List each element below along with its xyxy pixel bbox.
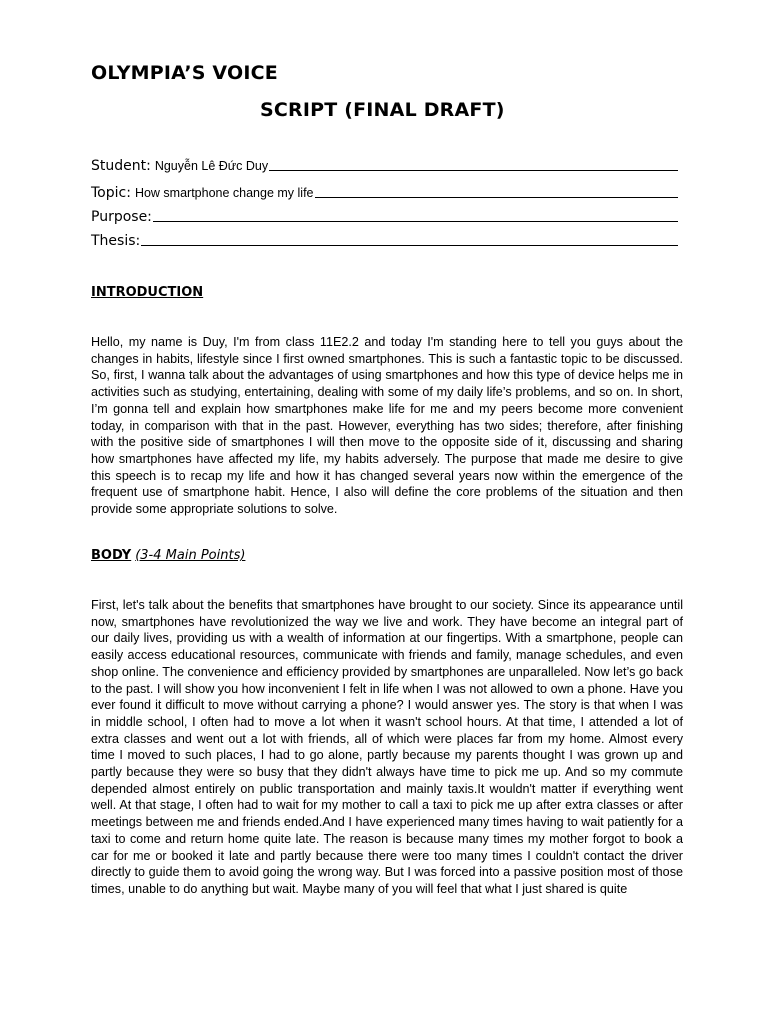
topic-label: Topic: — [91, 185, 131, 201]
thesis-label: Thesis: — [91, 233, 141, 249]
introduction-heading: INTRODUCTION — [91, 285, 204, 300]
body-heading-note: (3-4 Main Points) — [135, 548, 246, 563]
thesis-field — [91, 233, 678, 249]
topic-value: How smartphone change my life — [134, 186, 314, 200]
student-label: Student: — [91, 158, 151, 174]
student-field — [91, 158, 678, 174]
purpose-label: Purpose: — [91, 209, 152, 225]
body-paragraph: First, let's talk about the benefits that smartphones have brought to our society. Since its appearance until now, smartphones have revolutionized the way we live and work. They have become an integral part of our daily lives, providing us with a wealth of information at our fingertips. With a smartphone, people can easily access educational resources, communicate with friends and family, manage schedules, and even shop online. The convenience and efficiency provided by smartphones are unparalleled. Now let’s go back to the past. I will show you how inconvenient I felt in life when I was not allowed to own a phone. Have you ever found it difficult to move without carrying a phone? I would answer yes. The story is that when I was in middle school, I often had to move a lot when it wasn't school hours. At that time, I attended a lot of extra classes and went out a lot with friends, all of which were places far from my home. Almost every time I moved to such places, I had to go alone, partly because my parents thought I was grown up and partly because they were so busy that they didn't always have time to pick me up. And so my commute depended almost entirely on public transportation and mainly taxis.It wouldn't matter if everything went well. At that stage, I often had to wait for my mother to call a taxi to pick me up after extra classes or after meetings between me and friends ended.And I have experienced many times having to wait patiently for a taxi to come and return home quite late. The reason is because many times my mother forgot to book a car for me or booked it late and partly because there were too many times I couldn't contact the driver directly to guide them to avoid going the wrong way. But I was forced into a passive position most of those times, unable to do anything but wait. Maybe many of you will feel that what I just shared is quite — [91, 598, 683, 896]
document-subtitle: SCRIPT (FINAL DRAFT) — [260, 99, 505, 121]
topic-underline — [315, 196, 679, 198]
purpose-underline — [153, 220, 678, 222]
topic-field — [91, 185, 678, 201]
student-value: Nguyễn Lê Đức Duy — [154, 159, 269, 173]
introduction-paragraph: Hello, my name is Duy, I'm from class 11E2.2 and today I'm standing here to tell you guys about the changes in habits, lifestyle since I first owned smartphones. This is such a fantastic topic to be discussed. So, first, I wanna talk about the advantages of using smartphones and how this type of device helps me in activities such as studying, entertaining, dealing with some of my daily life’s problems, and so on. In short, I’m gonna tell and explain how smartphones make life for me and my peers become more convenient today, in comparison with that in the past. However, everything has two sides; therefore, after finishing with the positive side of smartphones I will then move to the opposite side of it, discussing and sharing how smartphones have affected my life, my habits adversely. The purpose that made me desire to give this speech is to recap my life and how it has changed several years now within the emergence of the frequent use of smartphone habit. Hence, I also will define the core problems of the situation and then provide some appropriate solutions to solve. — [91, 335, 683, 517]
purpose-field — [91, 209, 678, 225]
document-title: OLYMPIA’S VOICE — [91, 62, 278, 84]
student-underline — [269, 169, 678, 171]
body-heading: BODY — [91, 548, 132, 563]
body-heading-row — [91, 548, 245, 563]
thesis-underline — [141, 244, 678, 246]
